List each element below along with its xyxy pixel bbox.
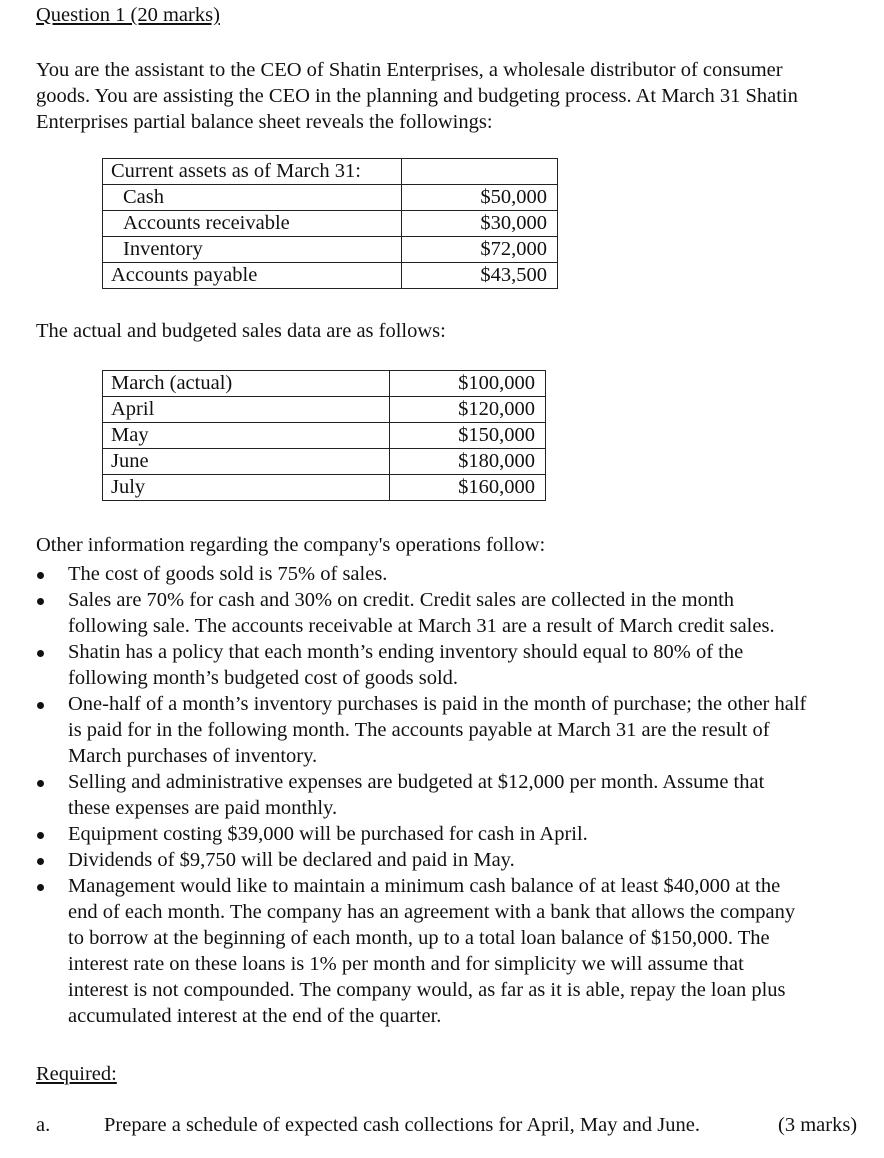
requirement-marks: (3 marks) bbox=[778, 1114, 858, 1136]
bullet-line: Dividends of $9,750 will be declared and paid in May. bbox=[68, 849, 515, 871]
table-row bbox=[103, 237, 558, 263]
bullet-item bbox=[36, 639, 806, 691]
question-title: Question 1 (20 marks) bbox=[36, 4, 220, 26]
bullet-icon bbox=[37, 884, 44, 891]
bullet-line: Sales are 70% for cash and 30% on credit. Credit sales are collected in the month bbox=[68, 589, 735, 611]
bullet-list bbox=[36, 561, 806, 1029]
bullet-icon bbox=[37, 598, 44, 605]
table-row bbox=[103, 449, 546, 475]
bullet-icon bbox=[37, 832, 44, 839]
sales-month: June bbox=[103, 449, 390, 475]
table-row bbox=[103, 185, 558, 211]
bullet-line: these expenses are paid monthly. bbox=[68, 797, 338, 819]
row-value: $30,000 bbox=[402, 211, 558, 237]
table-row bbox=[103, 423, 546, 449]
sales-value: $120,000 bbox=[390, 397, 546, 423]
bullet-line: Shatin has a policy that each month’s ending inventory should equal to 80% of the bbox=[68, 641, 744, 663]
sales-value: $150,000 bbox=[390, 423, 546, 449]
bullet-line: following sale. The accounts receivable at March 31 are a result of March credit sales. bbox=[68, 615, 775, 637]
sales-value: $160,000 bbox=[390, 475, 546, 501]
intro-line: Enterprises partial balance sheet reveals the followings: bbox=[36, 111, 493, 133]
bullet-item bbox=[36, 873, 806, 1029]
bullet-line: is paid for in the following month. The accounts payable at March 31 are the result of bbox=[68, 719, 770, 741]
sales-month: April bbox=[103, 397, 390, 423]
bullet-line: Selling and administrative expenses are budgeted at $12,000 per month. Assume that bbox=[68, 771, 765, 793]
bullet-line: The cost of goods sold is 75% of sales. bbox=[68, 563, 388, 585]
bullet-line: accumulated interest at the end of the quarter. bbox=[68, 1005, 442, 1027]
intro-paragraph bbox=[36, 57, 798, 135]
bullet-item bbox=[36, 587, 806, 639]
bullet-item bbox=[36, 847, 806, 873]
bullet-item bbox=[36, 769, 806, 821]
table-row bbox=[103, 211, 558, 237]
bullet-line: March purchases of inventory. bbox=[68, 745, 318, 767]
bullet-line: interest is not compounded. The company would, as far as it is able, repay the loan plus bbox=[68, 979, 786, 1001]
sales-value: $180,000 bbox=[390, 449, 546, 475]
row-label: Accounts payable bbox=[103, 263, 402, 289]
required-heading: Required: bbox=[36, 1063, 117, 1085]
table-row bbox=[103, 159, 558, 185]
bullet-line: to borrow at the beginning of each month, up to a total loan balance of $150,000. The bbox=[68, 927, 770, 949]
bullet-icon bbox=[37, 858, 44, 865]
other-info-intro: Other information regarding the company's operations follow: bbox=[36, 534, 546, 556]
sales-month: March (actual) bbox=[103, 371, 390, 397]
sales-value: $100,000 bbox=[390, 371, 546, 397]
sales-month: May bbox=[103, 423, 390, 449]
bullet-line: Equipment costing $39,000 will be purchased for cash in April. bbox=[68, 823, 588, 845]
bullet-line: following month’s budgeted cost of goods sold. bbox=[68, 667, 459, 689]
bullet-icon bbox=[37, 572, 44, 579]
bullet-icon bbox=[37, 650, 44, 657]
requirement-letter: a. bbox=[36, 1114, 51, 1136]
bullet-line: Management would like to maintain a minimum cash balance of at least $40,000 at the bbox=[68, 875, 781, 897]
table-row bbox=[103, 397, 546, 423]
row-label: Cash bbox=[103, 185, 402, 211]
bullet-line: end of each month. The company has an agreement with a bank that allows the company bbox=[68, 901, 796, 923]
sales-table bbox=[102, 370, 546, 501]
row-label: Inventory bbox=[103, 237, 402, 263]
row-label: Accounts receivable bbox=[103, 211, 402, 237]
bullet-icon bbox=[37, 780, 44, 787]
sales-month: July bbox=[103, 475, 390, 501]
sales-intro: The actual and budgeted sales data are as follows: bbox=[36, 320, 446, 342]
requirement-text: Prepare a schedule of expected cash collections for April, May and June. bbox=[104, 1114, 700, 1136]
balance-sheet-table bbox=[102, 158, 558, 289]
empty-cell bbox=[402, 159, 558, 185]
bullet-line: One-half of a month’s inventory purchases is paid in the month of purchase; the other half bbox=[68, 693, 807, 715]
row-value: $72,000 bbox=[402, 237, 558, 263]
bullet-item bbox=[36, 561, 806, 587]
bullet-line: interest rate on these loans is 1% per month and for simplicity we will assume that bbox=[68, 953, 744, 975]
bullet-icon bbox=[37, 702, 44, 709]
table-row bbox=[103, 263, 558, 289]
table-row bbox=[103, 371, 546, 397]
bullet-item bbox=[36, 821, 806, 847]
table-header: Current assets as of March 31: bbox=[103, 159, 402, 185]
bullet-item bbox=[36, 691, 806, 769]
row-value: $43,500 bbox=[402, 263, 558, 289]
row-value: $50,000 bbox=[402, 185, 558, 211]
intro-line: goods. You are assisting the CEO in the planning and budgeting process. At March 31 Shatin bbox=[36, 85, 798, 107]
table-row bbox=[103, 475, 546, 501]
intro-line: You are the assistant to the CEO of Shatin Enterprises, a wholesale distributor of consumer bbox=[36, 59, 783, 81]
